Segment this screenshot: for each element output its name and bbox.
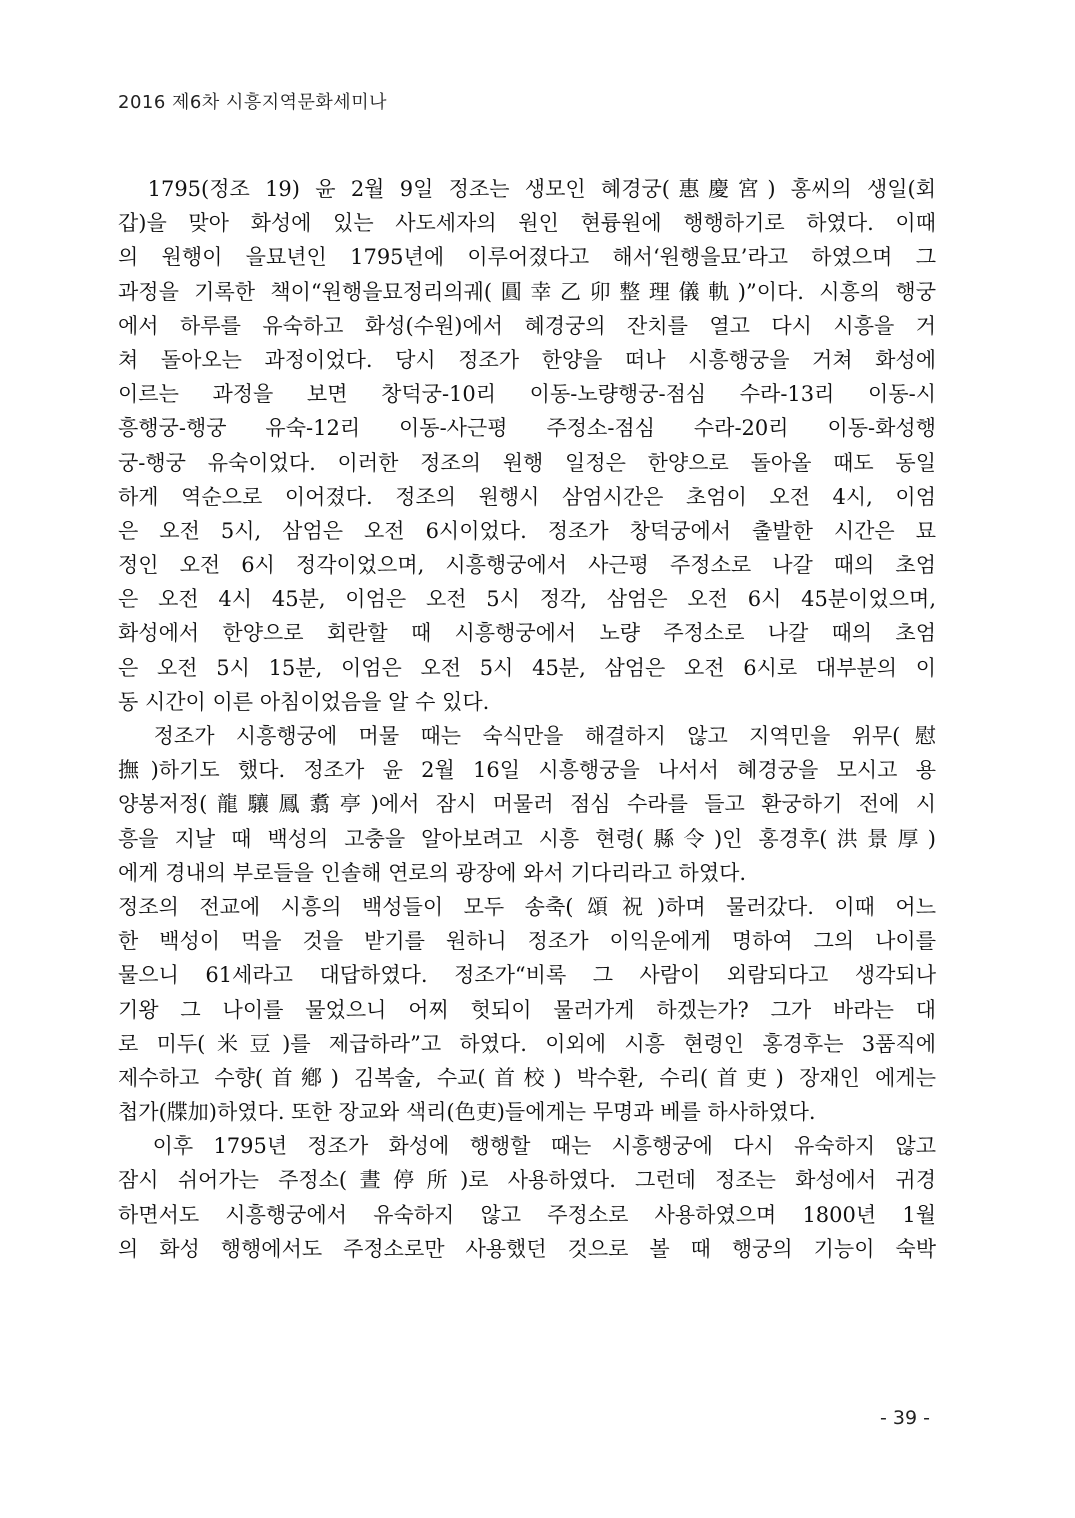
text-line: 기왕 그 나이를 물었으니 어찌 헛되이 물러가게 하겠는가? 그가 바라는 대 bbox=[118, 997, 936, 1022]
text-line: 한 백성이 먹을 것을 받기를 원하니 정조가 이익운에게 명하여 그의 나이를 bbox=[118, 929, 936, 954]
text-line: 동 시간이 이른 아침이었음을 알 수 있다. bbox=[118, 689, 490, 714]
text-line: 에게 경내의 부로들을 인솔해 연로의 광장에 와서 기다리라고 하였다. bbox=[118, 860, 747, 885]
text-line: 은 오전 5시, 삼엄은 오전 6시이었다. 정조가 창덕궁에서 출발한 시간은 묘 bbox=[118, 518, 936, 543]
text-line: 갑)을 맞아 화성에 있는 사도세자의 원인 현륭원에 행행하기로 하였다. 이때 bbox=[118, 211, 936, 236]
text-line: 물으니 61세라고 대답하였다. 정조가“비록 그 사람이 외람되다고 생각되나 bbox=[118, 963, 936, 988]
text-line: 흥행궁-행궁 유숙-12리 이동-사근평 주정소-점심 수라-20리 이동-화성행 bbox=[118, 416, 936, 441]
text-line: 하면서도 시흥행궁에서 유숙하지 않고 주정소로 사용하였으며 1800년 1월 bbox=[118, 1202, 936, 1227]
text-line: 은 오전 5시 15분, 이엄은 오전 5시 45분, 삼엄은 오전 6시로 대부분의 이 bbox=[118, 655, 936, 680]
text-line: 제수하고 수향(首鄕) 김복술, 수교(首校) 박수환, 수리(首吏) 장재인 에게는 bbox=[118, 1065, 936, 1090]
text-line: 화성에서 한양으로 회란할 때 시흥행궁에서 노량 주정소로 나갈 때의 초엄 bbox=[118, 621, 936, 646]
text-line: 정조의 전교에 시흥의 백성들이 모두 송축(頌祝)하며 물러갔다. 이때 어느 bbox=[118, 894, 936, 919]
text-line: 과정을 기록한 책이“원행을묘정리의궤(圓幸乙卯整理儀軌)”이다. 시흥의 행궁 bbox=[118, 279, 936, 304]
text-line: 잠시 쉬어가는 주정소(晝停所)로 사용하였다. 그런데 정조는 화성에서 귀경 bbox=[118, 1168, 936, 1193]
text-line: 의 화성 행행에서도 주정소로만 사용했던 것으로 볼 때 행궁의 기능이 숙박 bbox=[118, 1236, 936, 1261]
text-line: 쳐 돌아오는 과정이었다. 당시 정조가 한양을 떠나 시흥행궁을 거쳐 화성에 bbox=[118, 347, 936, 372]
text-line: 에서 하루를 유숙하고 화성(수원)에서 혜경궁의 잔치를 열고 다시 시흥을 거 bbox=[118, 313, 936, 338]
page-number: - 39 - bbox=[880, 1407, 930, 1429]
text-line: 정인 오전 6시 정각이었으며, 시흥행궁에서 사근평 주정소로 나갈 때의 초엄 bbox=[118, 553, 936, 578]
text-line: 하게 역순으로 이어졌다. 정조의 원행시 삼엄시간은 초엄이 오전 4시, 이엄 bbox=[118, 484, 936, 509]
text-line: 1795(정조 19) 윤 2월 9일 정조는 생모인 혜경궁(惠慶宮) 홍씨의 생일(회 bbox=[118, 177, 936, 201]
text-line: 첩가(牒加)하였다. 또한 장교와 색리(色吏)들에게는 무명과 베를 하사하였다. bbox=[118, 1100, 816, 1125]
text-line: 의 원행이 을묘년인 1795년에 이루어졌다고 해서‘원행을묘’라고 하였으며 그 bbox=[118, 245, 936, 270]
text-line: 이르는 과정을 보면 창덕궁-10리 이동-노량행궁-점심 수라-13리 이동-시 bbox=[118, 382, 936, 407]
text-line: 궁-행궁 유숙이었다. 이러한 정조의 원행 일정은 한양으로 돌아올 때도 동일 bbox=[118, 450, 936, 475]
text-line: 양봉저정(龍驤鳳翥亭)에서 잠시 머물러 점심 수라를 들고 환궁하기 전에 시 bbox=[118, 792, 936, 817]
body-text bbox=[118, 172, 936, 1266]
text-line: 흥을 지날 때 백성의 고충을 알아보려고 시흥 현령(縣令)인 홍경후(洪景厚) bbox=[118, 826, 936, 851]
text-line: 은 오전 4시 45분, 이엄은 오전 5시 정각, 삼엄은 오전 6시 45분이었으며, bbox=[118, 587, 936, 612]
text-line: 撫)하기도 했다. 정조가 윤 2월 16일 시흥행궁을 나서서 혜경궁을 모시고 용 bbox=[118, 758, 936, 783]
text-line: 이후 1795년 정조가 화성에 행행할 때는 시흥행궁에 다시 유숙하지 않고 bbox=[118, 1134, 936, 1159]
running-header: 2016 제6차 시흥지역문화세미나 bbox=[118, 92, 387, 113]
text-line: 정조가 시흥행궁에 머물 때는 숙식만을 해결하지 않고 지역민을 위무(慰 bbox=[118, 724, 936, 748]
text-line: 로 미두(米豆)를 제급하라”고 하였다. 이외에 시흥 현령인 홍경후는 3품직에 bbox=[118, 1031, 936, 1056]
